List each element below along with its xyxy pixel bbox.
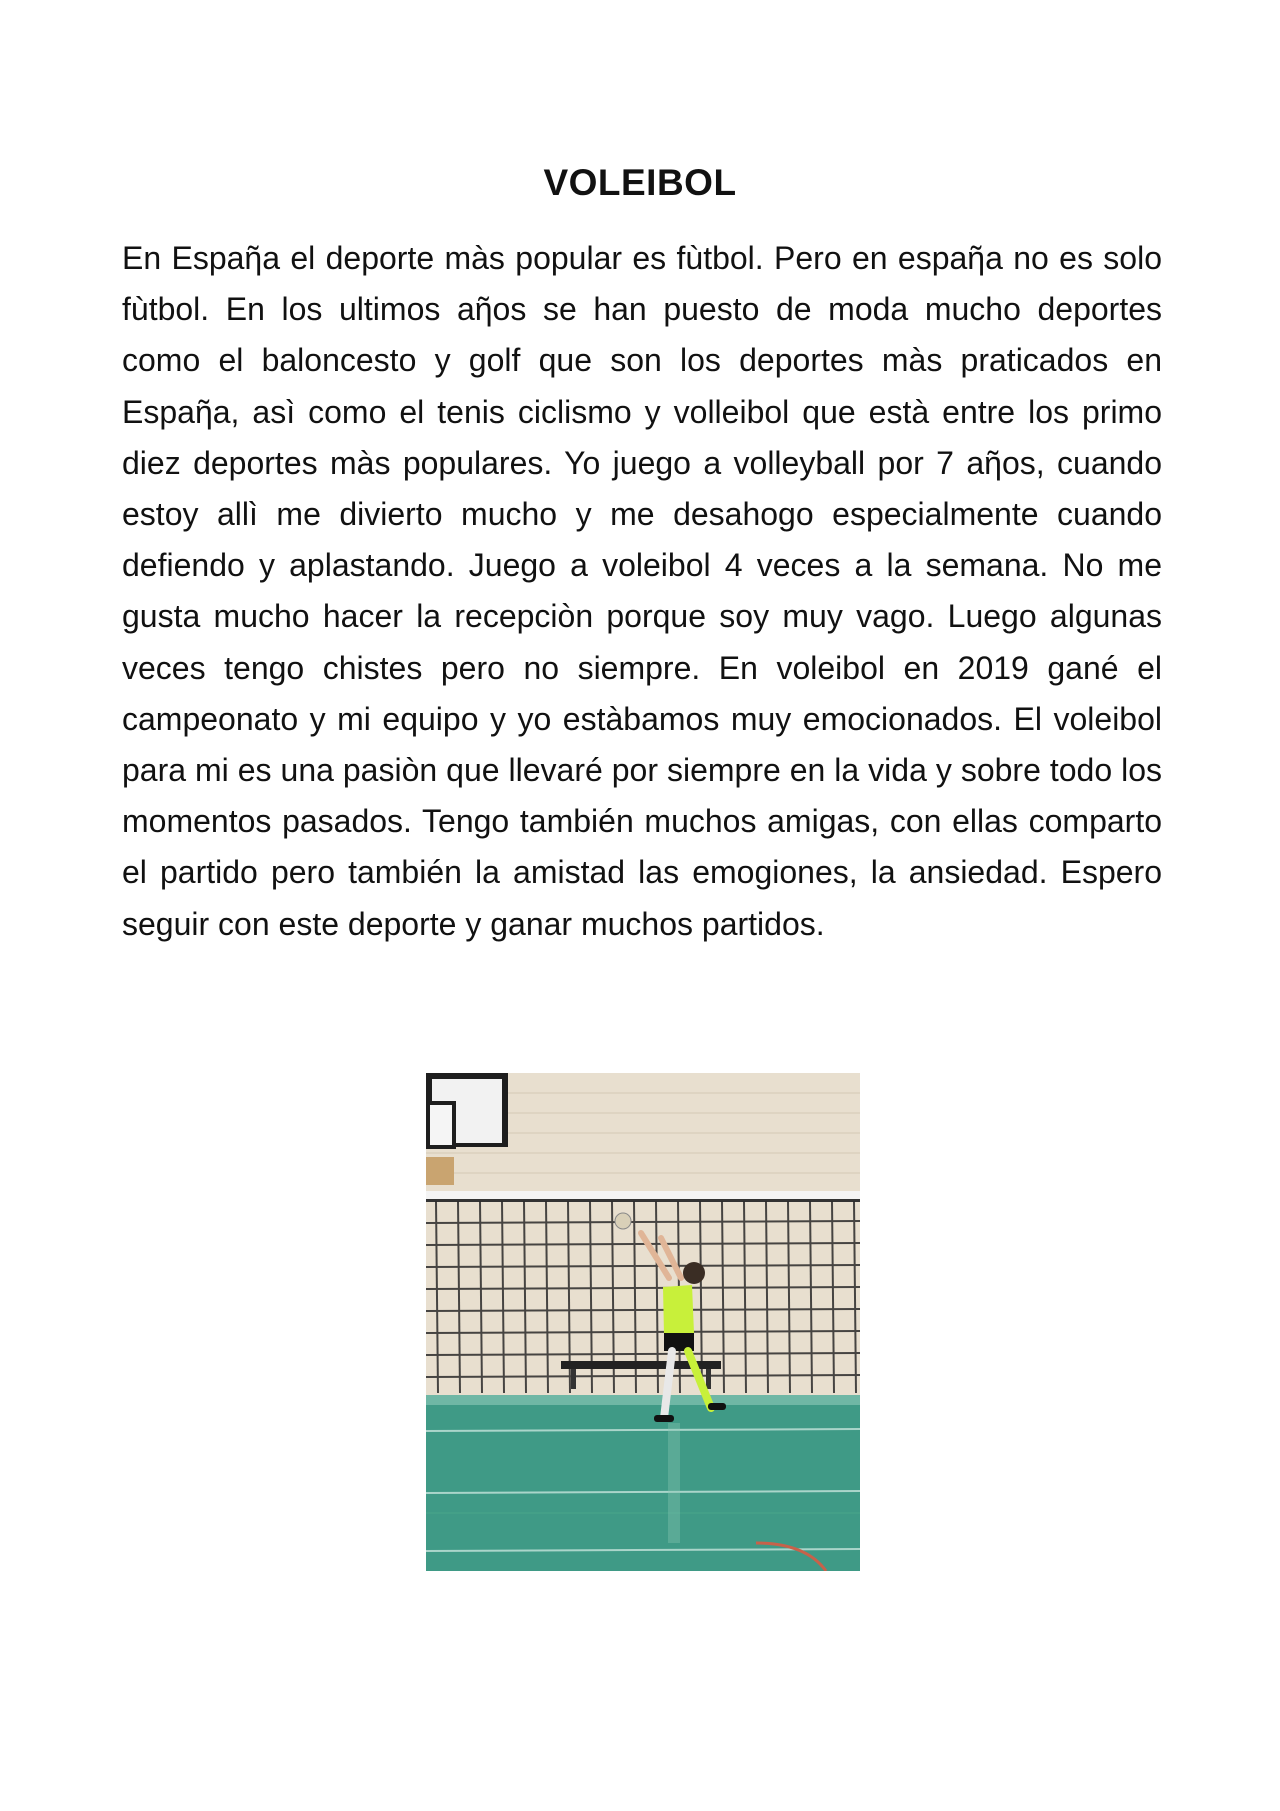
volleyball-player-photo xyxy=(426,1073,860,1571)
document-body-paragraph: En Espaῆa el deporte màs popular es fùtbol. Pero en espaῆa no es solo fùtbol. En los ultimos aῆos se han puesto de moda mucho deportes como el baloncesto y golf que son los deportes màs praticados en Espaῆa, asì como el tenis ciclismo y volleibol que està entre los primo diez deportes màs populares. Yo juego a volleyball por 7 aῆos, cuando estoy allì me divierto mucho y me desahogo especialmente cuando defiendo y aplastando. Juego a voleibol 4 veces a la semana. No me gusta mucho hacer la recepciòn porque soy muy vago. Luego algunas veces tengo chistes pero no siempre. En voleibol en 2019 gané el campeonato y mi equipo y yo estàbamos muy emocionados. El voleibol para mi es una pasiòn que llevaré por siempre en la vida y sobre todo los momentos pasados. Tengo también muchos amigas, con ellas comparto el partido pero también la amistad las emogiones, la ansiedad. Espero seguir con este deporte y ganar muchos partidos. xyxy=(122,240,1162,942)
document-title: VOLEIBOL xyxy=(543,162,737,203)
